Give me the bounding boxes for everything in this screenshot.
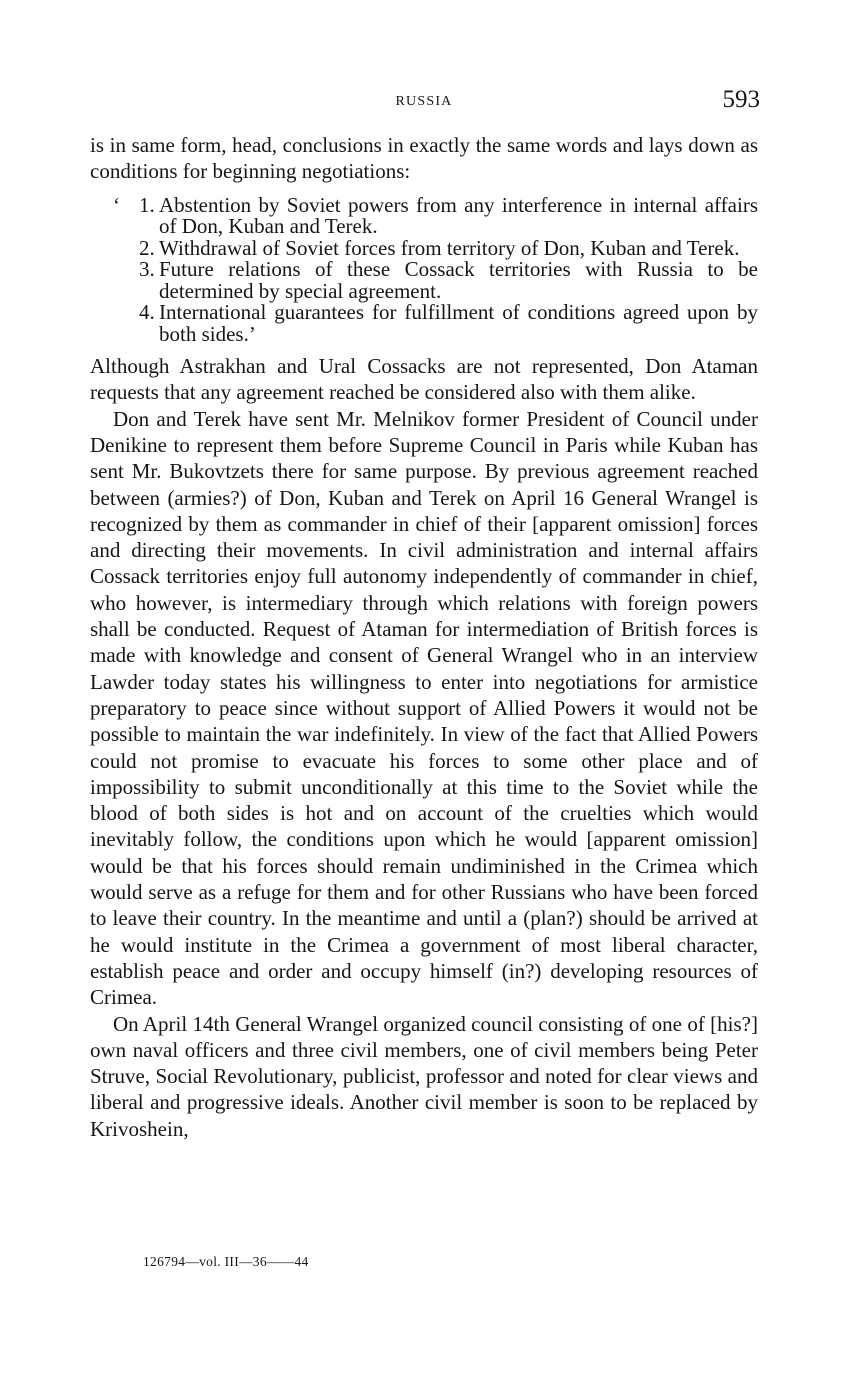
page-number: 593 [722, 86, 760, 113]
condition-text: Abstention by Soviet powers from any interference in internal affairs of Don, Kuban and Terek. [159, 192, 758, 239]
paragraph-council: On April 14th General Wrangel organized council consisting of one of [his?] own naval officers and three civil members, one of civil members being Peter Struve, Social Revolutionary, publicist, professor and noted for clear views and liberal and progressive ideals. Another civil member is soon to be replaced by Krivoshein, [90, 1011, 758, 1141]
conditions-list [90, 192, 758, 346]
condition-item [90, 302, 758, 345]
condition-text: Withdrawal of Soviet forces from territory of Don, Kuban and Terek. [159, 235, 740, 260]
condition-text: International guarantees for fulfillment of conditions agreed upon by both sides.’ [159, 300, 758, 346]
condition-number: 3. [139, 257, 155, 282]
condition-item [90, 192, 758, 239]
condition-number: 1. [139, 192, 155, 217]
running-head: RUSSIA [395, 94, 453, 109]
opening-quote: ‘ [113, 192, 120, 217]
paragraph-cossacks: Although Astrakhan and Ural Cossacks are not represented, Don Ataman requests that any agreement reached be considered also with them alike. [90, 354, 758, 405]
condition-number: 4. [139, 300, 155, 325]
page-header [90, 86, 760, 120]
printer-signature: 126794—vol. III—36——44 [143, 1254, 309, 1269]
condition-item [90, 235, 758, 260]
intro-paragraph: is in same form, head, conclusions in exactly the same words and lays down as conditions for beginning negotiations: [90, 133, 758, 184]
body-text [90, 132, 758, 1142]
paragraph-wrangel-command: Don and Terek have sent Mr. Melnikov former President of Council under Denikine to represent them before Supreme Council in Paris while Kuban has sent Mr. Bukovtzets there for same purpose. By previous agreement reached between (armies?) of Don, Kuban and Terek on April 16 General Wrangel is recognized by them as commander in chief of their [apparent omission] forces and directing their movements. In civil administration and internal affairs Cossack territories enjoy full autonomy independently of commander in chief, who however, is intermediary through which relations with foreign powers shall be conducted. Request of Ataman for intermediation of British forces is made with knowledge and consent of General Wrangel who in an interview Lawder today states his willingness to enter into negotiations for armistice preparatory to peace since without support of Allied Powers it would not be possible to maintain the war indefinitely. In view of the fact that Allied Powers could not promise to evacuate his forces to some other place and of impossibility to submit unconditionally at this time to the Soviet while the blood of both sides is hot and on account of the cruelties which would inevitably follow, the conditions upon which he would [apparent omission] would be that his forces should remain undiminished in the Crimea which would serve as a refuge for them and for other Russians who have been forced to leave their country. In the meantime and until a (plan?) should be arrived at he would institute in the Crimea a government of most liberal character, establish peace and order and occupy himself (in?) developing resources of Crimea. [90, 406, 758, 1010]
condition-item [90, 259, 758, 302]
condition-text: Future relations of these Cossack territories with Russia to be determined by special agreement. [159, 257, 758, 303]
condition-number: 2. [139, 235, 155, 260]
